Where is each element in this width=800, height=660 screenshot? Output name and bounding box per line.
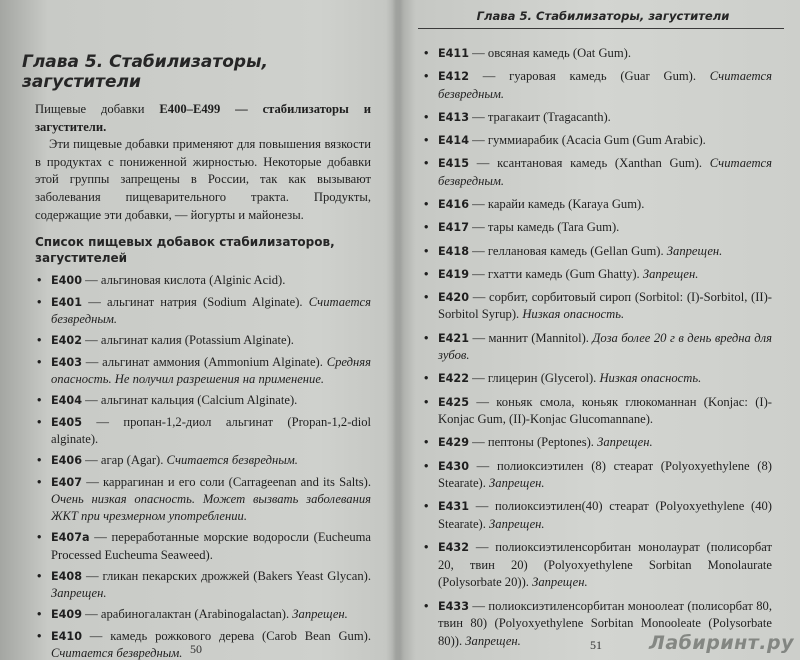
bullet-icon: • [424, 289, 429, 304]
additive-code: Е407а [51, 531, 90, 545]
additive-description: — полиоксиэтиленсорбитан моноолеат (полисорбат 80, твин 80) (Polyoxyethylene Sorbitan Monooleate (Polysorbate 80)). [438, 598, 772, 648]
additive-entry [422, 458, 772, 493]
additive-code: Е417 [438, 221, 469, 235]
additive-note: Считается безвредным. [51, 646, 183, 660]
additive-code: Е408 [51, 569, 82, 583]
bullet-icon: • [424, 330, 429, 345]
additive-code: Е406 [51, 454, 82, 468]
bullet-icon: • [424, 109, 429, 124]
additive-description: — альгинат кальция (Calcium Alginate). [82, 393, 298, 408]
additive-entry [35, 392, 371, 409]
bullet-icon: • [424, 458, 429, 473]
additive-entry [422, 132, 772, 150]
additive-entry [35, 272, 371, 289]
additive-entry [35, 294, 371, 328]
additive-code: Е402 [51, 334, 82, 348]
additive-description: — ксантановая камедь (Xanthan Gum). [469, 156, 710, 171]
chapter-title: Глава 5. Стабилизаторы, загустители [22, 52, 268, 92]
additive-entry [422, 498, 772, 533]
description-paragraph: Эти пищевые добавки применяют для повышения вязкости в продуктах с пониженной жирностью. Некоторые добавки этой группы запрещены в России, так как вызывают заболевания пищеварительного тракта. Продукты, содержащие эти добавки, — йогурты и майонезы. [35, 137, 371, 222]
additive-entry [422, 394, 772, 429]
additive-entry [422, 155, 772, 190]
additive-note: Считается безвредным. [438, 156, 772, 188]
additive-note: Доза более 20 г в день вредна для зубов. [438, 330, 772, 363]
watermark-logo: Лабиринт.ру [649, 632, 794, 654]
additive-code: Е420 [438, 290, 469, 304]
additive-code: Е431 [438, 500, 469, 514]
additive-note: Запрещен. [489, 476, 545, 491]
additive-note: Запрещен. [642, 266, 699, 281]
additive-entry [422, 330, 772, 365]
additive-note: Запрещен. [666, 243, 723, 258]
bullet-icon: • [424, 156, 429, 171]
bullet-icon: • [37, 607, 42, 622]
additive-description: — глицерин (Glycerol). [469, 371, 600, 386]
additive-description: — альгинат натрия (Sodium Alginate). [82, 294, 309, 309]
bullet-icon: • [37, 628, 42, 643]
additive-note: Запрещен. [489, 516, 545, 531]
bullet-icon: • [424, 220, 429, 235]
additive-entry [35, 529, 371, 563]
bullet-icon: • [37, 474, 42, 489]
additive-description: — полиоксиэтилен (8) стеарат (Polyoxyethylene (8) Stearate). [438, 458, 772, 491]
additive-entry [35, 568, 371, 602]
bullet-icon: • [37, 530, 42, 545]
additive-note: Запрещен. [532, 575, 588, 590]
bullet-icon: • [37, 273, 42, 288]
additive-code: Е404 [51, 394, 82, 408]
additive-code: Е425 [438, 395, 469, 409]
bullet-icon: • [37, 333, 42, 348]
bullet-icon: • [424, 69, 429, 84]
bullet-icon: • [37, 414, 42, 429]
bullet-icon: • [424, 499, 429, 514]
bullet-icon: • [424, 266, 429, 281]
bullet-icon: • [424, 371, 429, 386]
additive-description: — гуаровая камедь (Guar Gum). [469, 69, 710, 84]
additive-code: Е430 [438, 459, 469, 473]
intro-lead: Пищевые добавки [35, 102, 160, 116]
additive-entry [422, 370, 772, 388]
additive-description: — альгиновая кислота (Alginic Acid). [82, 273, 286, 288]
intro-bold: Е400–Е499 — стабилизаторы и загустители. [35, 102, 371, 134]
additive-description: — гуммиарабик (Acacia Gum (Gum Arabic). [469, 133, 706, 148]
intro-paragraph [35, 101, 371, 136]
additive-note: Низкая опасность. [599, 371, 702, 386]
additive-note: Запрещен. [465, 633, 521, 648]
additive-note: Считается безвредным. [438, 69, 772, 101]
additive-code: Е421 [438, 331, 469, 345]
right-page [400, 0, 800, 660]
bullet-icon: • [37, 354, 42, 369]
left-text-block [35, 101, 371, 660]
additive-entry [422, 45, 772, 63]
additive-code: Е432 [438, 541, 469, 555]
additive-entry [35, 354, 371, 388]
additive-code: Е400 [51, 274, 82, 288]
additive-code: Е401 [51, 295, 82, 309]
additive-description: — пептоны (Peptones). [469, 435, 598, 450]
additive-description: — арабиногалактан (Arabinogalactan). [82, 607, 293, 622]
additive-code: Е411 [438, 47, 469, 60]
additive-description: — овсяная камедь (Oat Gum). [469, 46, 631, 60]
right-text-block [422, 45, 772, 656]
additive-entry [35, 452, 371, 469]
additive-code: Е410 [51, 629, 82, 643]
additive-description: — сорбит, сорбитовый сироп (Sorbitol: (I)-Sorbitol, (II)-Sorbitol Syrup). [438, 289, 772, 322]
additive-code: Е403 [51, 355, 82, 369]
additive-description: — трагакаит (Tragacanth). [469, 109, 611, 124]
additive-note: Низкая опасность. [522, 307, 625, 322]
additive-description: — переработанные морские водоросли (Eucheuma Processed Eucheuma Seaweed). [51, 530, 371, 562]
additive-entry [35, 474, 371, 526]
additive-entry [35, 414, 371, 448]
additive-code: Е416 [438, 198, 469, 212]
additive-note: Средняя опасность. Не получил разрешения на применение. [51, 354, 371, 386]
additive-entry [422, 434, 772, 452]
additive-description: — геллановая камедь (Gellan Gum). [469, 243, 667, 258]
additive-entry [422, 243, 772, 261]
additive-code: Е413 [438, 110, 469, 124]
additive-description: — полиоксиэтиленсорбитан монолаурат (полисорбат 20, твин 20) (Polyoxyethylene Sorbitan Monolaurate (Polysorbate 20)). [438, 540, 772, 590]
additive-list-right [422, 45, 772, 650]
additive-code: Е414 [438, 134, 469, 148]
additive-description: — полиоксиэтилен(40) стеарат (Polyoxyethylene (40) Stearate). [438, 499, 772, 531]
additive-list-left [35, 272, 371, 660]
additive-entry [422, 196, 772, 214]
additive-entry [422, 68, 772, 103]
additive-code: Е405 [51, 415, 82, 429]
bullet-icon: • [37, 393, 42, 408]
additive-entry [422, 109, 772, 127]
additive-note: Очень низкая опасность. Может вызвать заболевания ЖКТ при чрезмерном употреблении. [51, 491, 371, 523]
bullet-icon: • [424, 394, 429, 409]
bullet-icon: • [37, 453, 42, 468]
additive-note: Запрещен. [51, 586, 107, 601]
bullet-icon: • [424, 46, 429, 60]
additive-description: — каррагинан и его соли (Carrageenan and its Salts). [82, 474, 371, 489]
additive-description: — коньяк смола, коньяк глюкоманнан (Konjac: (I)-Konjac Gum, (II)-Konjac Glucomannane). [438, 394, 772, 427]
page-number-left: 50 [190, 642, 202, 656]
additive-description: — тары камедь (Tara Gum). [469, 220, 620, 235]
additive-entry [422, 266, 772, 284]
bullet-icon: • [424, 133, 429, 148]
additive-note: Считается безвредным. [166, 453, 298, 468]
additive-entry [422, 539, 772, 592]
additive-code: Е429 [438, 436, 469, 450]
additive-description: — гликан пекарских дрожжей (Bakers Yeast Glycan). [82, 568, 371, 583]
additive-code: Е412 [438, 70, 469, 84]
additive-code: Е422 [438, 372, 469, 386]
left-page [0, 0, 396, 660]
additive-code: Е415 [438, 157, 469, 171]
additive-description: — камедь рожкового дерева (Carob Bean Gum). [82, 628, 371, 643]
additive-description: — альгинат калия (Potassium Alginate). [82, 333, 294, 348]
additive-note: Считается безвредным. [51, 294, 371, 326]
additive-code: Е407 [51, 475, 82, 489]
additive-description: — карайи камедь (Karaya Gum). [469, 197, 645, 212]
additive-code: Е433 [438, 599, 469, 613]
additive-description: — агар (Agar). [82, 453, 167, 468]
bullet-icon: • [424, 435, 429, 450]
additive-entry [35, 628, 371, 660]
list-heading: Список пищевых добавок стабилизаторов, загустителей [35, 235, 335, 266]
additive-code: Е419 [438, 267, 469, 281]
bullet-icon: • [37, 568, 42, 583]
running-head: Глава 5. Стабилизаторы, загустители [476, 9, 730, 23]
additive-code: Е418 [438, 244, 469, 258]
additive-description: — пропан-1,2-диол альгинат (Propan-1,2-diol alginate). [51, 414, 371, 446]
additive-entry [35, 332, 371, 349]
additive-description: — гхатти камедь (Gum Ghatty). [469, 266, 643, 281]
bullet-icon: • [37, 294, 42, 309]
bullet-icon: • [424, 598, 429, 613]
additive-description: — маннит (Mannitol). [469, 330, 593, 345]
additive-description: — альгинат аммония (Ammonium Alginate). [82, 354, 327, 369]
additive-entry [422, 219, 772, 237]
additive-entry [35, 606, 371, 623]
bullet-icon: • [424, 197, 429, 212]
bullet-icon: • [424, 540, 429, 555]
additive-note: Запрещен. [292, 607, 348, 622]
additive-note: Запрещен. [597, 435, 653, 450]
page-number-right: 51 [590, 638, 602, 652]
additive-entry [422, 289, 772, 324]
additive-code: Е409 [51, 608, 82, 622]
header-rule [418, 28, 784, 29]
bullet-icon: • [424, 243, 429, 258]
